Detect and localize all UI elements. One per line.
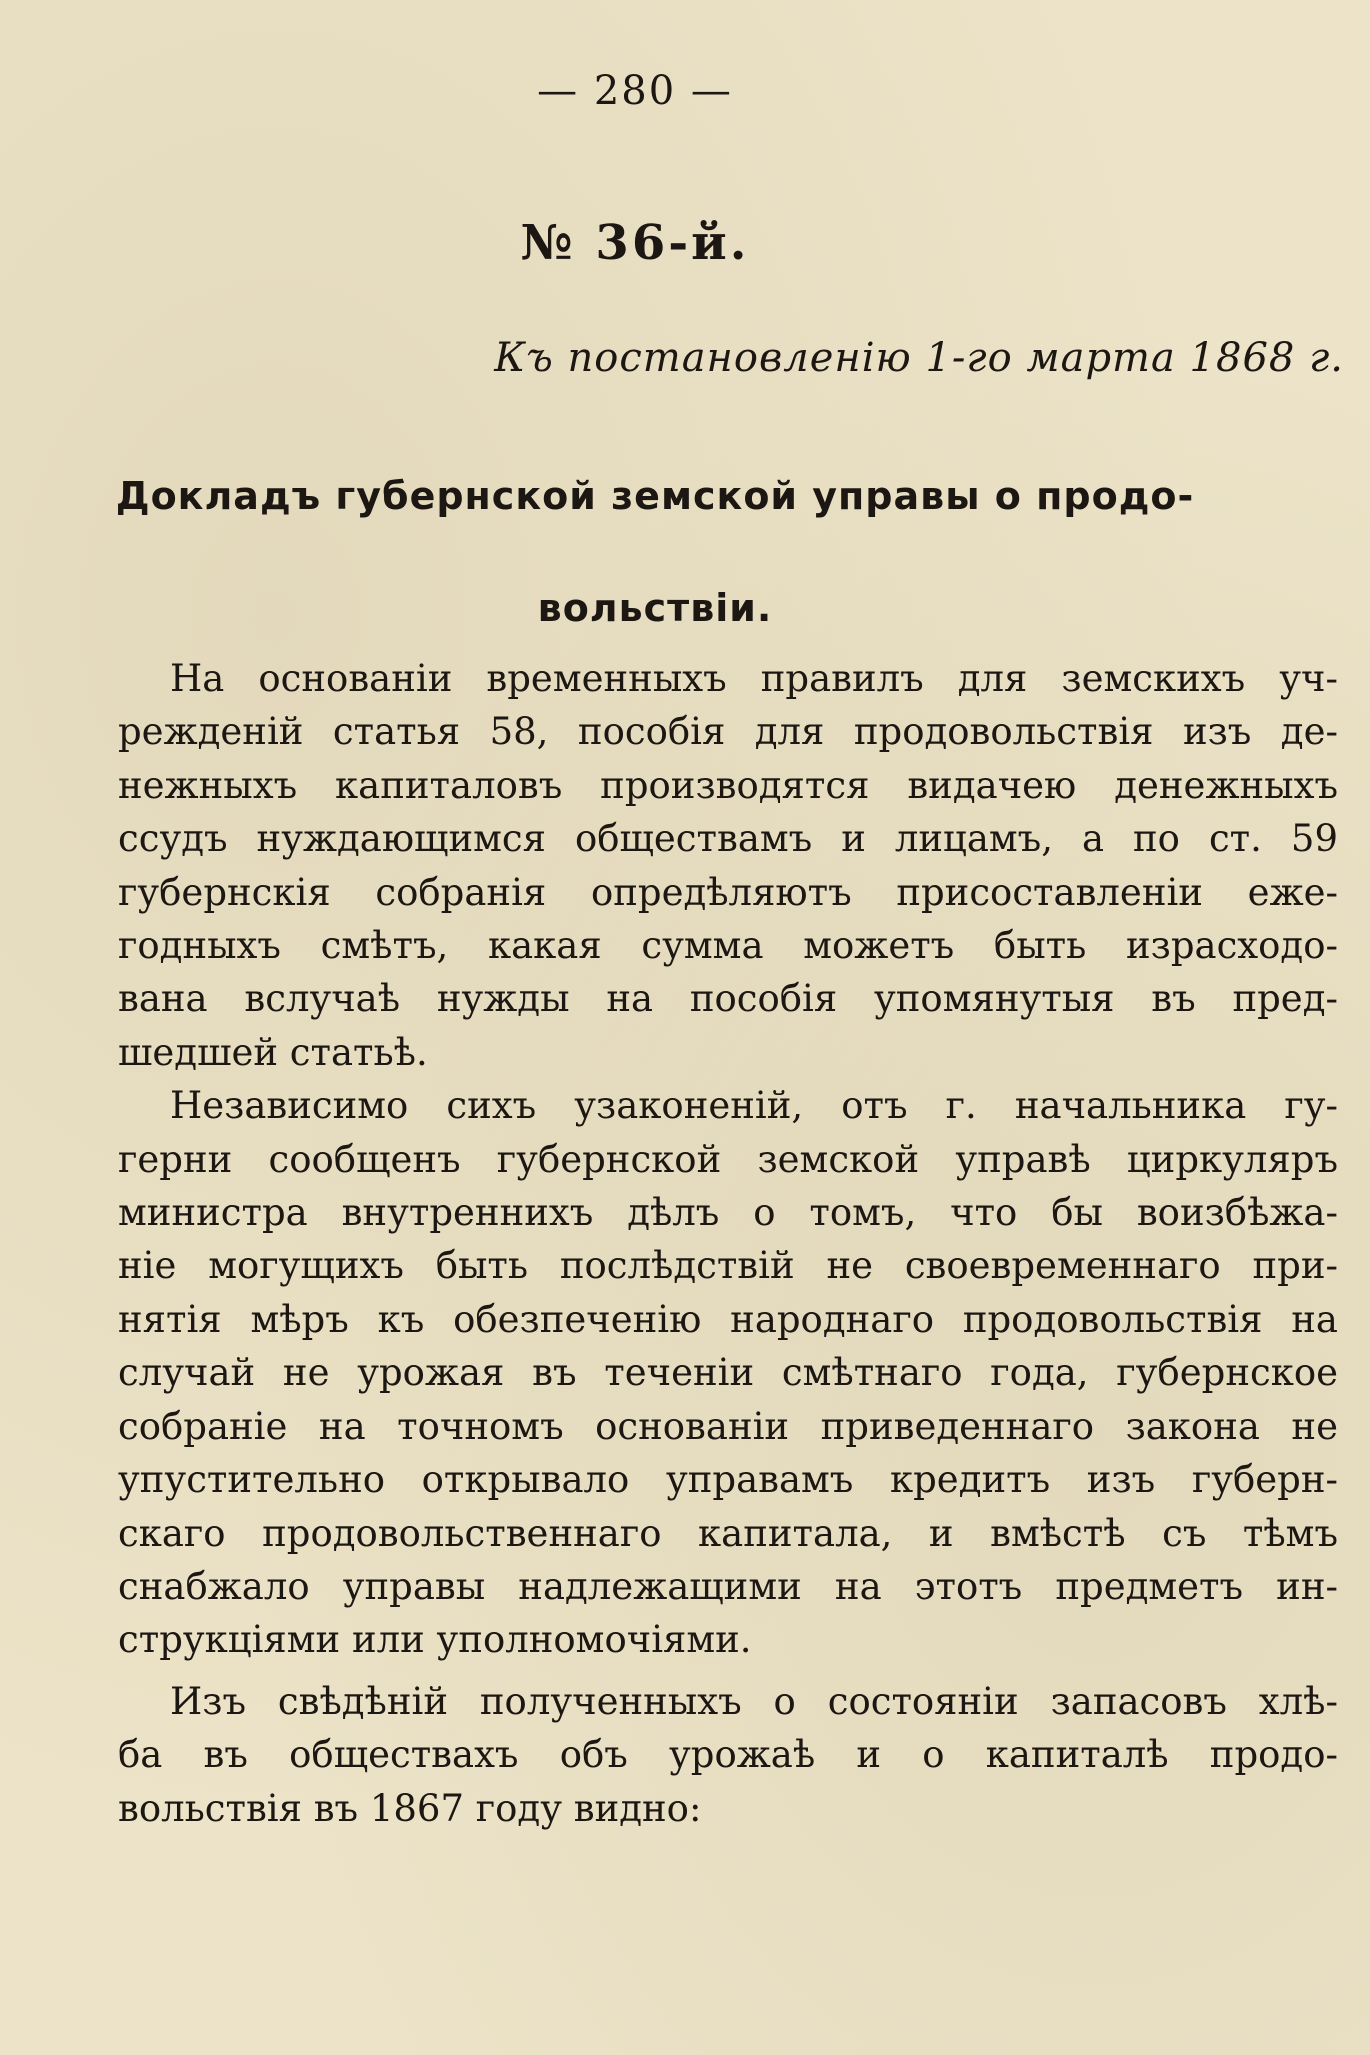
report-title-line: Докладъ губернской земской управы о продо- <box>115 474 1195 518</box>
text-line: вольствiя въ 1867 году видно: <box>118 1786 702 1830</box>
text-line: нятiя мѣръ къ обезпеченiю народнаго продовольствiя на <box>118 1297 1338 1341</box>
text-line: министра внутреннихъ дѣлъ о томъ, что бы воизбѣжа- <box>118 1191 1338 1235</box>
text-line: шедшей статьѣ. <box>118 1030 428 1074</box>
body-text <box>118 652 1338 1835</box>
text-line: ба въ обществахъ объ урожаѣ и о капиталѣ продо- <box>118 1733 1338 1777</box>
paragraph-1 <box>118 652 1338 1079</box>
text-line: струкцiями или уполномочiями. <box>118 1618 752 1662</box>
page-number: — 280 — <box>537 68 733 114</box>
text-line: герни сообщенъ губернской земской управѣ циркуляръ <box>118 1137 1338 1181</box>
text-line: нежныхъ капиталовъ производятся видачею денежныхъ <box>118 763 1338 807</box>
paragraph-3 <box>118 1675 1338 1835</box>
text-line: упустительно открывало управамъ кредитъ изъ губерн- <box>118 1458 1338 1502</box>
document-number: № 36-й. <box>520 215 750 271</box>
report-title-line: вольствiи. <box>537 586 773 630</box>
text-line: годныхъ смѣтъ, какая сумма можетъ быть израсходо- <box>118 924 1338 968</box>
text-line: Независимо сихъ узаконенiй, отъ г. начальника гу- <box>170 1084 1338 1128</box>
paragraph-2 <box>118 1079 1338 1666</box>
text-line: На основанiи временныхъ правилъ для земскихъ уч- <box>170 657 1338 700</box>
text-line: случай не урожая въ теченiи смѣтнаго года, губернское <box>118 1351 1338 1395</box>
text-line: ссудъ нуждающимся обществамъ и лицамъ, а по ст. 59 <box>118 817 1338 861</box>
text-line: режденiй статья 58, пособiя для продовольствiя изъ де- <box>118 710 1338 754</box>
text-line: снабжало управы надлежащими на этотъ предметъ ин- <box>118 1564 1338 1608</box>
text-line: вана вслучаѣ нужды на пособiя упомянутыя въ пред- <box>118 977 1338 1021</box>
text-line: нiе могущихъ быть послѣдствiй не своевременнаго при- <box>118 1244 1338 1288</box>
text-line: собранiе на точномъ основанiи приведеннаго закона не <box>118 1404 1338 1448</box>
text-line: скаго продовольственнаго капитала, и вмѣстѣ съ тѣмъ <box>118 1511 1338 1555</box>
text-line: Изъ свѣдѣнiй полученныхъ о состоянiи запасовъ хлѣ- <box>170 1679 1338 1723</box>
text-line: губернскiя собранiя опредѣляютъ присоставленiи еже- <box>118 870 1338 914</box>
report-title <box>0 440 1340 664</box>
resolution-reference: Къ постановленiю 1-го марта 1868 г. <box>494 335 1344 381</box>
